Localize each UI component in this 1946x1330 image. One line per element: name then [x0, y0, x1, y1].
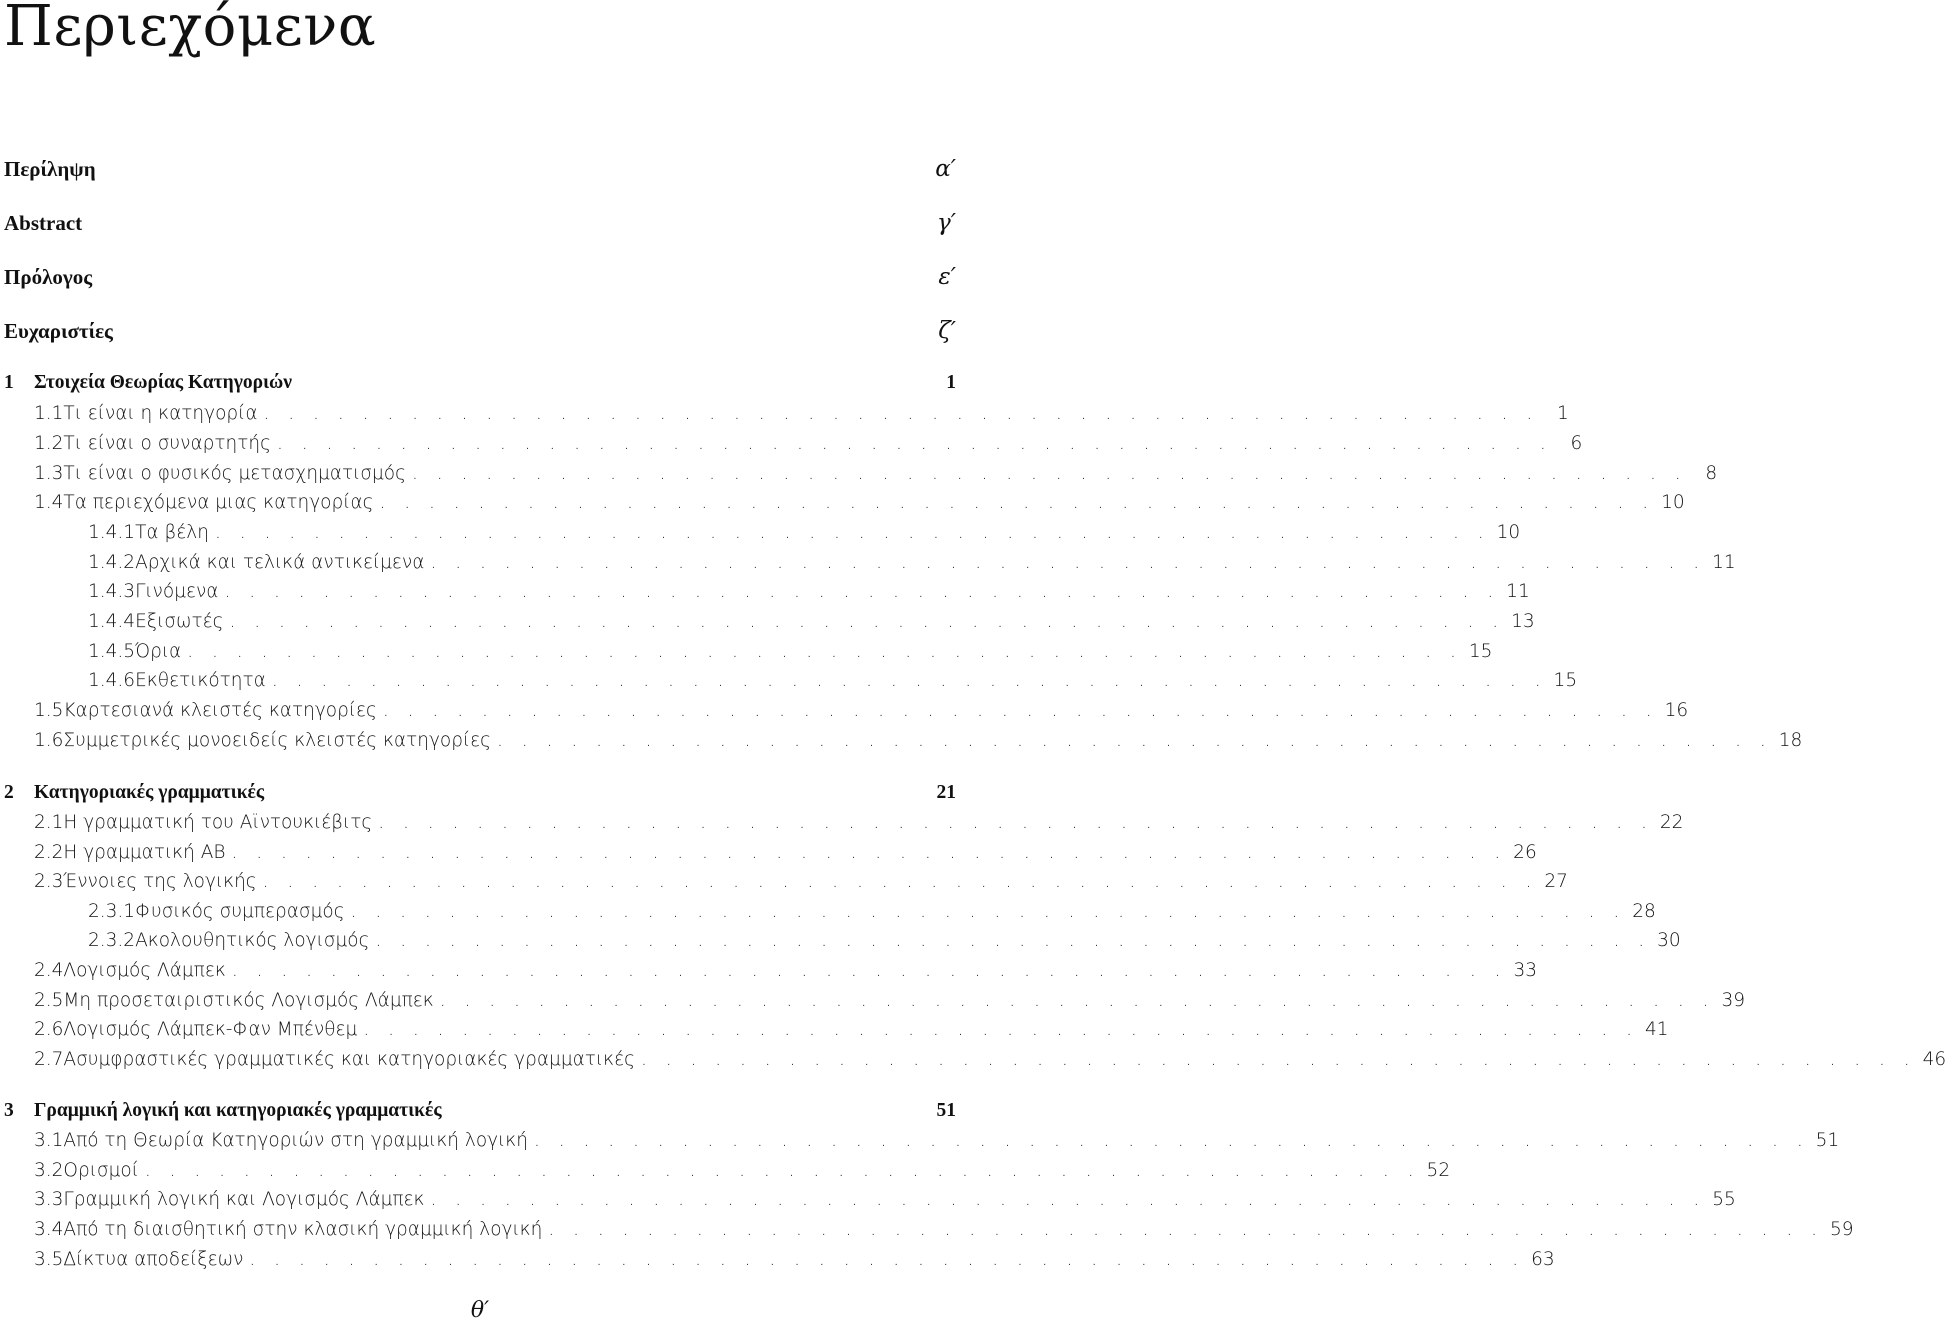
toc-label: Συμμετρικές μονοειδείς κλειστές κατηγορίες: [63, 730, 492, 751]
toc-page: 15: [1468, 641, 1493, 662]
toc-chapter-entry[interactable]: [0, 1100, 956, 1130]
front-matter-page: ε′: [938, 264, 956, 290]
toc-number: 3.2: [34, 1160, 64, 1181]
toc-section-entry[interactable]: [0, 1130, 1840, 1160]
toc-subsection-entry[interactable]: [0, 552, 1736, 582]
leader-dots: . . . . . . . . . . . . . . . . . . . . . . . . . . . . . . . . . . . . . . . . . . . . . . . . . . . .: [382, 700, 1659, 721]
toc-label: Ασυμφραστικές γραμματικές και κατηγοριακές γραμματικές: [63, 1049, 635, 1070]
toc-label: Από τη διαισθητική στην κλασική γραμμική λογική: [63, 1219, 543, 1240]
toc-label: Εξισωτές: [135, 611, 224, 632]
toc-section-entry[interactable]: [0, 433, 1583, 463]
toc-section-entry[interactable]: [0, 1049, 1946, 1079]
leader-dots: . . . . . . . . . . . . . . . . . . . . . . . . . . . . . . . . . . . . . . . . . . . . . . . . . . . .: [187, 641, 1463, 662]
front-matter-page: α′: [935, 156, 956, 182]
toc-page: 52: [1426, 1160, 1451, 1181]
toc-number: 2.4: [34, 960, 64, 981]
toc-number: 1: [4, 372, 14, 393]
leader-dots: . . . . . . . . . . . . . . . . . . . . . . . . . . . . . . . . . . . . . . . . . . . . . . . . . . . .: [263, 403, 1539, 424]
toc-subsection-entry[interactable]: [0, 901, 1656, 931]
toc-page: 21: [936, 782, 956, 803]
toc-number: 2.7: [34, 1049, 64, 1070]
toc-number: 1.6: [34, 730, 64, 751]
leader-dots: . . . . . . . . . . . . . . . . . . . . . . . . . . . . . . . . . . . . . . . . . . . . . . . . . . . .: [378, 812, 1654, 833]
toc-page: 28: [1632, 901, 1656, 922]
toc-section-entry[interactable]: [0, 1160, 1451, 1190]
leader-dots: . . . . . . . . . . . . . . . . . . . . . . . . . . . . . . . . . . . . . . . . . . . . . . . . . . . .: [439, 990, 1715, 1011]
front-matter-entry[interactable]: [4, 264, 956, 304]
toc-page: 51: [1815, 1130, 1840, 1151]
toc-number: 1.4.5: [88, 641, 136, 662]
toc-section-entry[interactable]: [0, 1249, 1555, 1279]
toc-number: 3.4: [34, 1219, 64, 1240]
leader-dots: . . . . . . . . . . . . . . . . . . . . . . . . . . . . . . . . . . . . . . . . . . . . . . . . . . . .: [249, 1249, 1525, 1270]
toc-section-entry[interactable]: [0, 1019, 1669, 1049]
toc-number: 2.1: [34, 812, 64, 833]
leader-dots: . . . . . . . . . . . . . . . . . . . . . . . . . . . . . . . . . . . . . . . . . . . . . . . . . . . .: [497, 730, 1773, 751]
front-matter-page: ζ′: [938, 318, 956, 344]
toc-page: 15: [1553, 670, 1578, 691]
toc-page: 1: [1556, 403, 1569, 424]
toc-label: Τα περιεχόμενα μιας κατηγορίας: [63, 492, 374, 513]
toc-number: 2: [4, 782, 14, 803]
toc-page: 10: [1661, 492, 1685, 513]
toc-page: 51: [936, 1100, 956, 1121]
toc-number: 3.1: [34, 1130, 64, 1151]
toc-page: 63: [1531, 1249, 1555, 1270]
toc-label: Η γραμματική του Αϊντουκιέβιτς: [63, 812, 373, 833]
toc-chapter-entry[interactable]: [0, 372, 956, 402]
toc-label: Τι είναι ο συναρτητής: [63, 433, 271, 454]
toc-number: 1.3: [34, 463, 64, 484]
front-matter-label: Abstract: [4, 211, 83, 235]
toc-section-entry[interactable]: [0, 1219, 1854, 1249]
toc-section-entry[interactable]: [0, 871, 1568, 901]
leader-dots: . . . . . . . . . . . . . . . . . . . . . . . . . . . . . . . . . . . . . . . . . . . . . . . . . . . .: [411, 463, 1688, 484]
front-matter-label: Ευχαριστίες: [4, 319, 113, 343]
toc-subsection-entry[interactable]: [0, 581, 1530, 611]
toc-number: 3.5: [34, 1249, 64, 1270]
toc-page: 13: [1511, 611, 1535, 632]
toc-section-entry[interactable]: [0, 403, 1569, 433]
toc-subsection-entry[interactable]: [0, 641, 1493, 671]
page-title: Περιεχόμενα: [4, 0, 377, 59]
leader-dots: . . . . . . . . . . . . . . . . . . . . . . . . . . . . . . . . . . . . . . . . . . . . . . . . . . . .: [640, 1049, 1917, 1070]
toc-section-entry[interactable]: [0, 463, 1718, 493]
toc-label: Στοιχεία Θεωρίας Κατηγοριών: [34, 372, 293, 393]
toc-section-entry[interactable]: [0, 990, 1745, 1020]
toc-page: 55: [1712, 1189, 1736, 1210]
toc-number: 1.4.3: [88, 581, 136, 602]
leader-dots: . . . . . . . . . . . . . . . . . . . . . . . . . . . . . . . . . . . . . . . . . . . . . . . . . . . .: [229, 611, 1505, 632]
toc-label: Μη προσεταιριστικός Λογισμός Λάμπεκ: [63, 990, 434, 1011]
toc-section-entry[interactable]: [0, 730, 1803, 760]
toc-label: Γραμμική λογική και κατηγοριακές γραμματικές: [34, 1100, 442, 1121]
toc-label: Έννοιες της λογικής: [63, 871, 257, 892]
toc-number: 2.5: [34, 990, 64, 1011]
toc-subsection-entry[interactable]: [0, 611, 1535, 641]
leader-dots: . . . . . . . . . . . . . . . . . . . . . . . . . . . . . . . . . . . . . . . . . . . . . . . . . . . .: [363, 1019, 1639, 1040]
page-number: θ′: [470, 1298, 490, 1323]
leader-dots: . . . . . . . . . . . . . . . . . . . . . . . . . . . . . . . . . . . . . . . . . . . . . . . . . . . .: [379, 492, 1655, 513]
toc-page: 41: [1645, 1019, 1669, 1040]
toc-subsection-entry[interactable]: [0, 930, 1681, 960]
toc-page: 6: [1570, 433, 1583, 454]
leader-dots: . . . . . . . . . . . . . . . . . . . . . . . . . . . . . . . . . . . . . . . . . . . . . . . . . . . .: [375, 930, 1651, 951]
toc-number: 1.1: [34, 403, 64, 424]
front-matter-entry[interactable]: [4, 156, 956, 196]
toc-label: Τι είναι η κατηγορία: [63, 403, 258, 424]
front-matter-entry[interactable]: [4, 210, 956, 250]
toc-page: 18: [1778, 730, 1803, 751]
toc-page: 30: [1657, 930, 1681, 951]
front-matter-page: γ′: [937, 210, 956, 236]
leader-dots: . . . . . . . . . . . . . . . . . . . . . . . . . . . . . . . . . . . . . . . . . . . . . . . . . . . .: [430, 1189, 1706, 1210]
toc-number: 1.4.1: [88, 522, 136, 543]
toc-page: 39: [1721, 990, 1745, 1011]
toc-number: 1.2: [34, 433, 64, 454]
toc-label: Φυσικός συμπερασμός: [135, 901, 345, 922]
toc-page: 22: [1659, 812, 1684, 833]
toc-number: 1.4.4: [88, 611, 136, 632]
leader-dots: . . . . . . . . . . . . . . . . . . . . . . . . . . . . . . . . . . . . . . . . . . . . . . . . . . . .: [262, 871, 1538, 892]
toc-section-entry[interactable]: [0, 842, 1537, 872]
toc-page: 26: [1513, 842, 1537, 863]
toc-number: 2.3: [34, 871, 64, 892]
leader-dots: . . . . . . . . . . . . . . . . . . . . . . . . . . . . . . . . . . . . . . . . . . . . . . . . . . . .: [271, 670, 1548, 691]
toc-page: 16: [1664, 700, 1689, 721]
toc-label: Ορισμοί: [63, 1160, 139, 1181]
toc-number: 3.3: [34, 1189, 64, 1210]
toc-section-entry[interactable]: [0, 492, 1685, 522]
toc-label: Ακολουθητικός λογισμός: [135, 930, 370, 951]
toc-section-entry[interactable]: [0, 960, 1538, 990]
leader-dots: . . . . . . . . . . . . . . . . . . . . . . . . . . . . . . . . . . . . . . . . . . . . . . . . . . . .: [231, 960, 1508, 981]
toc-page: 10: [1496, 522, 1521, 543]
toc-label: Τι είναι ο φυσικός μετασχηματισμός: [63, 463, 406, 484]
toc-number: 1.5: [34, 700, 64, 721]
toc-label: Όρια: [135, 641, 182, 662]
toc-label: Καρτεσιανά κλειστές κατηγορίες: [63, 700, 377, 721]
toc-subsection-entry[interactable]: [0, 670, 1578, 700]
toc-subsection-entry[interactable]: [0, 522, 1521, 552]
toc-label: Λογισμός Λάμπεκ-Φαν Μπένθεμ: [63, 1019, 358, 1040]
leader-dots: . . . . . . . . . . . . . . . . . . . . . . . . . . . . . . . . . . . . . . . . . . . . . . . . . . . .: [214, 522, 1491, 543]
leader-dots: . . . . . . . . . . . . . . . . . . . . . . . . . . . . . . . . . . . . . . . . . . . . . . . . . . . .: [548, 1219, 1824, 1240]
leader-dots: . . . . . . . . . . . . . . . . . . . . . . . . . . . . . . . . . . . . . . . . . . . . . . . . . . . .: [430, 552, 1706, 573]
toc-label: Γινόμενα: [135, 581, 219, 602]
front-matter-entry[interactable]: [4, 318, 956, 358]
leader-dots: . . . . . . . . . . . . . . . . . . . . . . . . . . . . . . . . . . . . . . . . . . . . . . . . . . . .: [277, 433, 1553, 454]
leader-dots: . . . . . . . . . . . . . . . . . . . . . . . . . . . . . . . . . . . . . . . . . . . . . . . . . . . .: [534, 1130, 1810, 1151]
front-matter-label: Περίληψη: [4, 157, 96, 181]
toc-label: Από τη Θεωρία Κατηγοριών στη γραμμική λογική: [63, 1130, 528, 1151]
toc-number: 1.4.6: [88, 670, 136, 691]
toc-number: 2.6: [34, 1019, 64, 1040]
toc-section-entry[interactable]: [0, 812, 1684, 842]
toc-number: 2.3.1: [88, 901, 136, 922]
toc-page: 59: [1830, 1219, 1854, 1240]
leader-dots: . . . . . . . . . . . . . . . . . . . . . . . . . . . . . . . . . . . . . . . . . . . . . . . . . . . .: [350, 901, 1626, 922]
toc-label: Τα βέλη: [135, 522, 209, 543]
leader-dots: . . . . . . . . . . . . . . . . . . . . . . . . . . . . . . . . . . . . . . . . . . . . . . . . . . . .: [231, 842, 1507, 863]
toc-label: Γραμμική λογική και Λογισμός Λάμπεκ: [63, 1189, 425, 1210]
toc-label: Η γραμματική AB: [63, 842, 226, 863]
toc-label: Εκθετικότητα: [135, 670, 266, 691]
toc-label: Δίκτυα αποδείξεων: [63, 1249, 244, 1270]
toc-page: 8: [1705, 463, 1718, 484]
toc-page: 11: [1712, 552, 1736, 573]
toc-number: 1.4: [34, 492, 64, 513]
front-matter-label: Πρόλογος: [4, 265, 93, 289]
toc-page: 46: [1922, 1049, 1946, 1070]
toc-page: 33: [1513, 960, 1538, 981]
toc-section-entry[interactable]: [0, 700, 1689, 730]
toc-label: Λογισμός Λάμπεκ: [63, 960, 226, 981]
toc-page: 11: [1506, 581, 1530, 602]
toc-number: 1.4.2: [88, 552, 136, 573]
toc-number: 2.2: [34, 842, 64, 863]
leader-dots: . . . . . . . . . . . . . . . . . . . . . . . . . . . . . . . . . . . . . . . . . . . . . . . . . . . .: [224, 581, 1500, 602]
toc-number: 2.3.2: [88, 930, 136, 951]
toc-page: 1: [946, 372, 956, 393]
toc-page: 27: [1544, 871, 1568, 892]
toc-number: 3: [4, 1100, 14, 1121]
leader-dots: . . . . . . . . . . . . . . . . . . . . . . . . . . . . . . . . . . . . . . . . . . . . . . . . . . . .: [144, 1160, 1421, 1181]
toc-label: Κατηγοριακές γραμματικές: [34, 782, 265, 803]
toc-chapter-entry[interactable]: [0, 782, 956, 812]
toc-label: Αρχικά και τελικά αντικείμενα: [135, 552, 425, 573]
toc-section-entry[interactable]: [0, 1189, 1736, 1219]
